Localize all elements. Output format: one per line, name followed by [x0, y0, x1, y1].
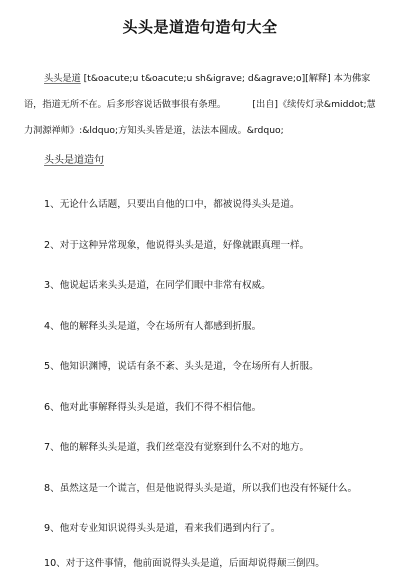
section-heading: 头头是道造句 [44, 155, 104, 166]
sentence-item: 1、无论什么话题，只要出自他的口中，都被说得头头是道。 [44, 199, 300, 210]
intro-explanation: 本为佛家语，指道无所不在。后多形容说话做事很有条理。 [24, 73, 371, 110]
sentence-item: 4、他的解释头头是道，令在场所有人都感到折服。 [44, 321, 262, 332]
intro-paragraph [24, 66, 380, 144]
sentence-item: 10、对于这件事情，他前面说得头头是道，后面却说得颠三倒四。 [44, 558, 325, 569]
sentence-item: 2、对于这种异常现象，他说得头头是道，好像就跟真理一样。 [44, 240, 310, 251]
document-title: 头头是道造句造句大全 [122, 18, 278, 36]
intro-term: 头头是道 [44, 73, 81, 84]
sentence-item: 7、他的解释头头是道，我们丝毫没有觉察到什么不对的地方。 [44, 442, 310, 453]
intro-pinyin: [t&oacute;u t&oacute;u sh&igrave; d&agrave;o] [80, 73, 306, 84]
intro-source-bracket: [出自] [252, 99, 278, 110]
sentence-item: 3、他说起话来头头是道，在同学们眼中非常有权威。 [44, 280, 271, 291]
sentence-item: 5、他知识渊博，说话有条不紊、头头是道，令在场所有人折服。 [44, 361, 319, 372]
sentence-item: 9、他对专业知识说得头头是道，看来我们遇到内行了。 [44, 523, 281, 534]
intro-source-text: 《续传灯录&middot;慧力洞源禅师》:&ldquo;方知头头皆是道，法法本圆成。&rdquo; [24, 99, 376, 136]
intro-explain-bracket: [解释] [305, 73, 331, 84]
sentence-item: 8、虽然这是一个谎言，但是他说得头头是道，所以我们也没有怀疑什么。 [44, 483, 358, 494]
sentence-item: 6、他对此事解释得头头是道，我们不得不相信他。 [44, 402, 262, 413]
